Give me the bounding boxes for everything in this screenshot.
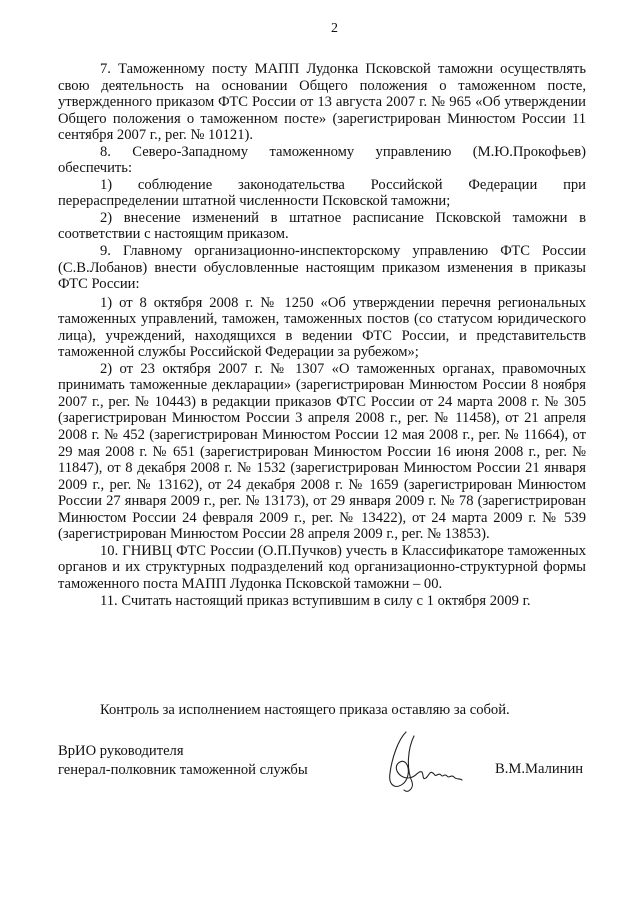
paragraph-10: 10. ГНИВЦ ФТС России (О.П.Пучков) учесть в Классификаторе таможенных органов и их структурных подразделений код организационно-структурной формы таможенного поста МАПП Лудонка Псковской таможни – 00. <box>58 542 586 592</box>
signatory-position <box>58 742 308 780</box>
paragraph-11: 11. Считать настоящий приказ вступившим в силу с 1 октября 2009 г. <box>100 592 531 609</box>
control-statement: Контроль за исполнением настоящего приказа оставляю за собой. <box>100 702 510 718</box>
paragraph-8: 8. Северо-Западному таможенному управлению (М.Ю.Прокофьев) обеспечить: <box>58 143 586 177</box>
paragraph-9: 9. Главному организационно-инспекторскому управлению ФТС России (С.В.Лобанов) внести обусловленные настоящим приказом изменения в приказы ФТС России: <box>58 243 586 293</box>
signatory-name: В.М.Малинин <box>495 761 584 777</box>
paragraph-9-item-2: 2) от 23 октября 2007 г. № 1307 «О таможенных органах, правомочных принимать таможенные декларации» (зарегистрирован Минюстом России 8 ноября 2007 г., рег. № 10443) в редакции приказов ФТС России от 24 марта 2008 г. № 305 (зарегистрирован Минюстом России 3 апреля 2008 г., рег. № 11458), от 21 апреля 2008 г. № 452 (зарегистрирован Минюстом России 12 мая 2008 г., рег. № 11664), от 29 мая 2008 г. № 651 (зарегистрирован Минюстом России 16 июня 2008 г., рег. № 11847), от 8 декабря 2008 г. № 1532 (зарегистрирован Минюстом России 21 января 2009 г., рег. № 13162), от 24 декабря 2008 г. № 1659 (зарегистрирован Минюстом России 27 января 2009 г., рег. № 13173), от 29 января 2009 г. № 78 (зарегистрирован Минюстом России 24 февраля 2009 г., рег. № 13422), от 24 марта 2009 г. № 539 (зарегистрирован Минюстом России 28 апреля 2009 г., рег. № 13853). <box>58 360 586 543</box>
position-line-1: ВрИО руководителя <box>58 743 184 759</box>
paragraph-7: 7. Таможенному посту МАПП Лудонка Псковской таможни осуществлять свою деятельность на основании Общего положения о таможенном посте, утвержденного приказом ФТС России от 13 августа 2007 г. № 965 «Об утверждении Общего положения о таможенном посте» (зарегистрирован Минюстом России 11 сентября 2007 г., рег. № 10121). <box>58 61 586 144</box>
paragraph-8-item-2: 2) внесение изменений в штатное расписание Псковской таможни в соответствии с настоящим приказом. <box>58 209 586 243</box>
handwritten-signature <box>378 728 468 798</box>
paragraph-8-item-1: 1) соблюдение законодательства Российской Федерации при перераспределении штатной численности Псковской таможни; <box>58 176 586 210</box>
position-line-2: генерал-полковник таможенной службы <box>58 762 308 778</box>
document-body <box>58 61 586 609</box>
page-number: 2 <box>331 21 338 36</box>
paragraph-9-item-1: 1) от 8 октября 2008 г. № 1250 «Об утверждении перечня региональных таможенных управлений, таможен, таможенных постов (со статусом юридического лица), учреждений, находящихся в ведении ФТС России, и представительств таможенной службы Российской Федерации за рубежом»; <box>58 294 586 361</box>
